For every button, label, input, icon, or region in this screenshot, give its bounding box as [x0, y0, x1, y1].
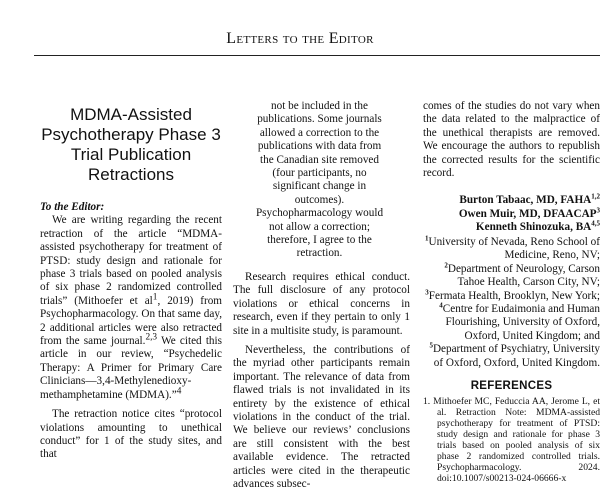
paragraph-4: Nevertheless, the contributions of the myriad other participants remain important. The relevance of data from flawed trials is not invalidated in its entirety by the existence of ethical violations in the conduct of the trial. We believe our reviews’ conclusions are still consistent with the best available evidence. The retracted articles were cited in the therapeutic advances subsec- [233, 343, 410, 490]
reference-item: 1. Mithoefer MC, Feduccia AA, Jerome L, et al. Retraction Note: MDMA-assisted psychotherapy for treatment of PTSD: study design and rationale for phase 3 trials based on pooled analysis of six phase 2 randomized controlled trials. Psychopharmacology. 2024. doi:10.1007/s00213-024-06666-x [423, 396, 600, 485]
paragraph-1: We are writing regarding the recent retraction of the article “MDMA-assisted psychotherapy for treatment of PTSD: study design and rationale for phase 3 trials based on pooled analysis of six phase 2 randomized controlled trials” (Mithoefer et $al^1$, 2019) from Psychopharmacology. On that same day, 2 additional articles were also retracted from the same journal.$^{2,3}$ We cited this article in our review, “Psychedelic Therapy: A Primer for Primary Care Clinicians—3,4-Methylenedioxy-methamphetamine (MDMA).”$^4$ [40, 214, 222, 401]
author: Burton Tabaac, MD, FAHA$^{1,2}$ [459, 192, 600, 207]
salutation: To the Editor: [40, 201, 105, 213]
paragraph-3: Research requires ethical conduct. The full disclosure of any protocol violations or ethical concerns in research, even if they pertain to only 1 site in a multisite study, is paramount. [233, 270, 410, 337]
column-3 [423, 100, 600, 484]
affiliation: $^2$Department of Neurology, Carson Tahoe Health, Carson City, NV; [444, 261, 600, 289]
references-heading: REFERENCES [470, 380, 553, 392]
letter-title: MDMA-Assisted Psychotherapy Phase 3 Trial Publication Retractions [41, 105, 221, 184]
affiliation: $^1$University of Nevada, Reno School of Medicine, Reno, NV; [424, 234, 600, 262]
affiliation: $^3$Fermata Health, Brooklyn, New York; [425, 287, 600, 302]
affiliation: $^4$Centre for Eudaimonia and Human Flourishing, University of Oxford, Oxford, United Kingdom; and [439, 301, 600, 342]
paragraph-5: comes of the studies do not vary when the data related to the malpractice of the unethical therapists are removed. We encourage the authors to republish the corrected results for the scientific record. [423, 100, 600, 180]
affiliation: $^5$Department of Psychiatry, University of Oxford, Oxford, United Kingdom. [429, 341, 600, 369]
author-list [423, 194, 600, 235]
journal-section-header: Letters to the Editor [226, 30, 374, 47]
paragraph-2: The retraction notice cites “protocol violations amounting to unethical conduct” for 1 of the study sites, and that [40, 408, 222, 461]
header-rule [34, 55, 600, 56]
affiliations [423, 236, 600, 370]
column-2 [233, 100, 410, 491]
column-1 [40, 105, 222, 462]
author: Kenneth Shinozuka, BA$^{4,5}$ [475, 219, 600, 234]
author: Owen Muir, MD, DFAACAP$^3$ [458, 206, 600, 220]
quoted-response: not be included in the publications. Some journals allowed a correction to the publications with data from the Canadian site removed (four participants, no significant change in outcomes). Psychopharmacology would not allow a correction; therefore, I agree to the retraction. [255, 100, 384, 260]
